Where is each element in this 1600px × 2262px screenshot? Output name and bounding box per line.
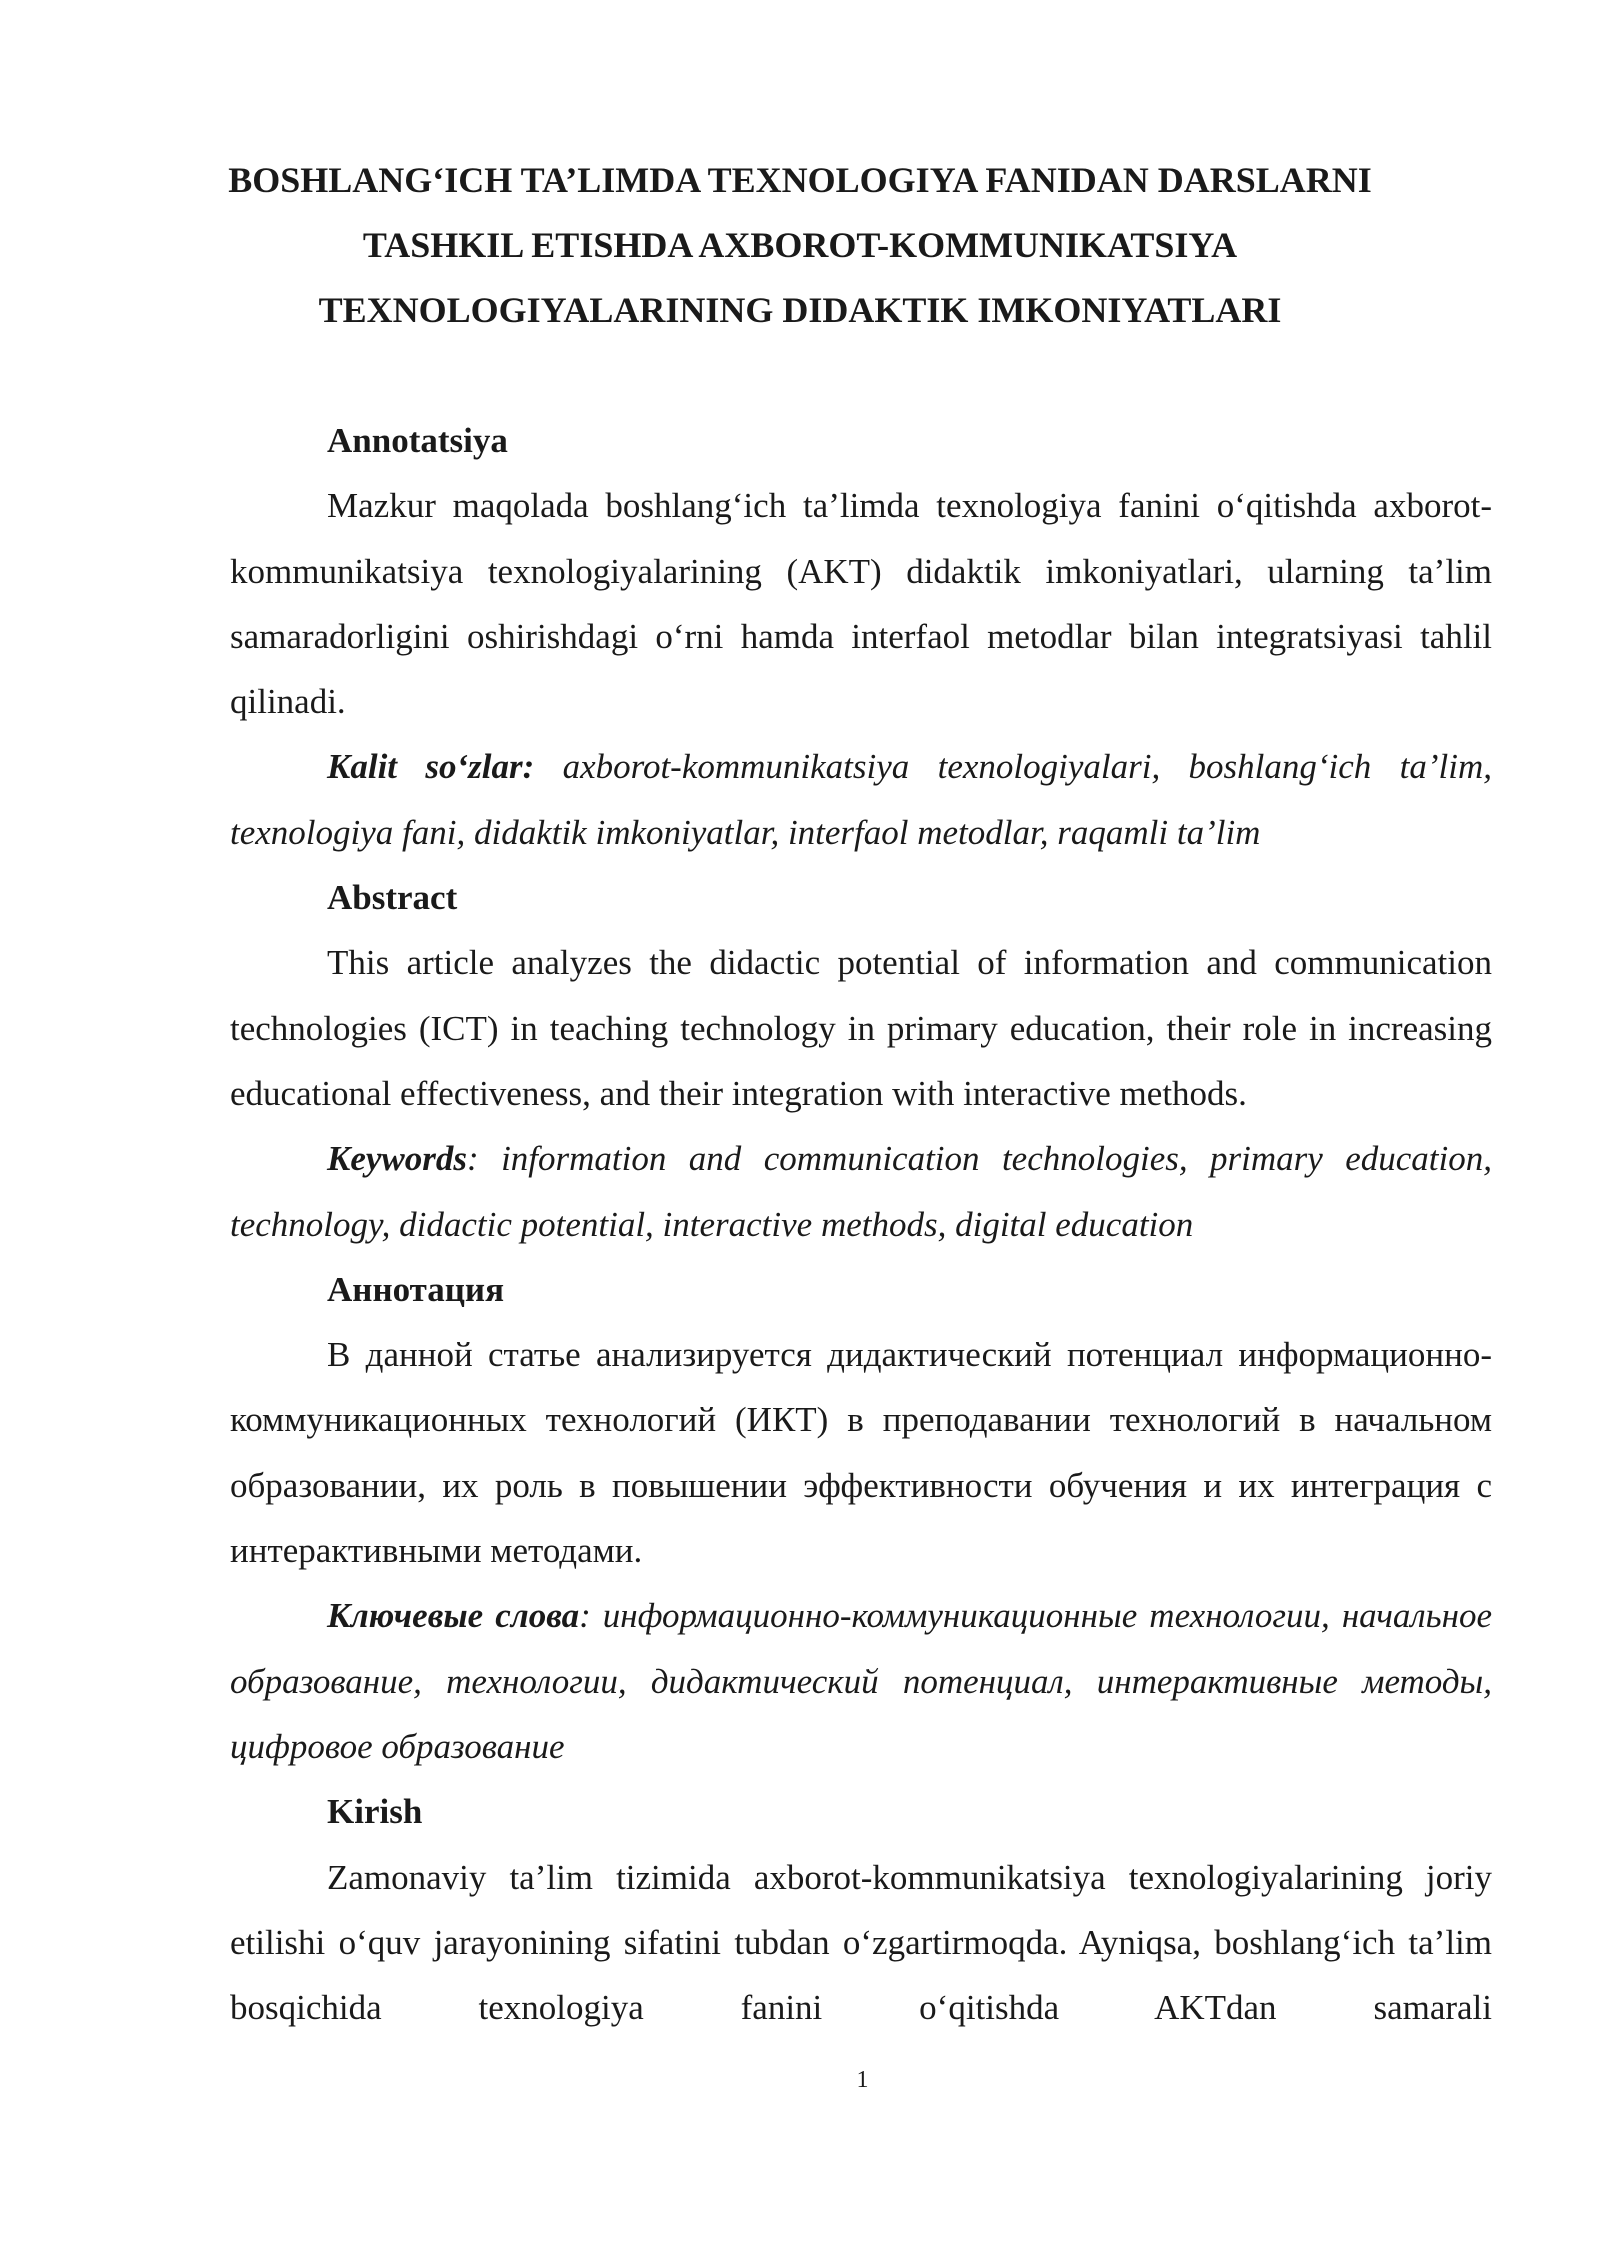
introduction-heading: Kirish bbox=[327, 1792, 423, 1832]
title-line-1: BOSHLANG‘ICH TA’LIMDA TEXNOLOGIYA FANIDAN DARSLARNI bbox=[228, 160, 1372, 200]
keywords-ru-text: информационно-коммуникационные технологии, начальное образование, технологии, дидактический потенциал, интерактивные методы, цифровое образование bbox=[230, 1596, 1493, 1766]
annotation-ru-text: В данной статье анализируется дидактический потенциал информационно-коммуникационных технологий (ИКТ) в преподавании технологий в начальном образовании, их роль в повышении эффективности обучения и их интеграция с интерактивными методами. bbox=[230, 1335, 1492, 1571]
paper-title bbox=[200, 148, 1400, 343]
annotation-uz-text: Mazkur maqolada boshlang‘ich ta’limda texnologiya fanini o‘qitishda axborot-kommunikatsiya texnologiyalarining (AKT) didaktik imkoniyatlari, ularning ta’lim samaradorligini oshirishdagi o‘rni hamda interfaol metodlar bilan integratsiyasi tahlil qilinadi. bbox=[230, 486, 1492, 722]
keywords-en-label: Keywords bbox=[327, 1139, 467, 1179]
document-body bbox=[230, 408, 1492, 2040]
keywords-ru-label: Ключевые слова bbox=[327, 1596, 580, 1636]
keywords-en bbox=[230, 1126, 1492, 1257]
keywords-uz-label: Kalit so‘zlar: bbox=[327, 747, 535, 787]
abstract-en-text: This article analyzes the didactic potential of information and communication technologies (ICT) in teaching technology in primary education, their role in increasing educational effectiveness, and their integration with interactive methods. bbox=[230, 943, 1492, 1113]
keywords-ru-colon: : bbox=[579, 1596, 591, 1636]
keywords-uz bbox=[230, 734, 1492, 865]
annotation-uz-heading: Annotatsiya bbox=[327, 421, 508, 460]
page-number: 1 bbox=[856, 2067, 869, 2093]
keywords-uz-text: axborot-kommunikatsiya texnologiyalari, boshlang‘ich ta’lim, texnologiya fani, didaktik imkoniyatlar, interfaol metodlar, raqamli ta’lim bbox=[230, 747, 1492, 852]
title-line-2: TASHKIL ETISHDA AXBOROT-KOMMUNIKATSIYA bbox=[362, 225, 1238, 265]
introduction-text: Zamonaviy ta’lim tizimida axborot-kommunikatsiya texnologiyalarining joriy etilishi o‘quv jarayonining sifatini tubdan o‘zgartirmoqda. Ayniqsa, boshlang‘ich ta’lim bosqichida texnologiya fanini o‘qitishda AKTdan samarali bbox=[230, 1857, 1492, 2028]
abstract-en-heading: Abstract bbox=[327, 878, 458, 918]
title-line-3: TEXNOLOGIYALARINING DIDAKTIK IMKONIYATLARI bbox=[318, 290, 1282, 330]
annotation-ru-heading: Аннотация bbox=[327, 1269, 505, 1309]
keywords-en-text: information and communication technologies, primary education, technology, didactic potential, interactive methods, digital education bbox=[230, 1139, 1492, 1244]
keywords-ru bbox=[230, 1583, 1492, 1779]
keywords-en-colon: : bbox=[467, 1139, 479, 1179]
